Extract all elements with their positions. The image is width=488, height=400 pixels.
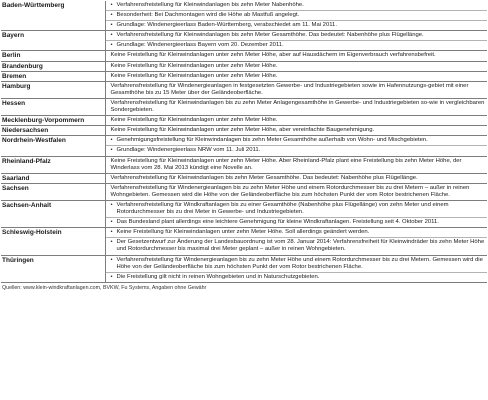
table-row xyxy=(1,81,487,98)
regulation-text: Verfahrensfreistellung für Kleinwindanlagen bis zu zehn Meter Anlagengesamthöhe in Gewerbe- und Industriegebieten so-wie in vergleichbaren Sondergebieten. xyxy=(110,99,485,114)
regulation-cell xyxy=(105,31,487,51)
table-row xyxy=(1,173,487,183)
regulation-bullet-item: • Grundlage: Windenergieerlass Bayern vom 20. Dezember 2011. xyxy=(106,41,488,50)
table-row xyxy=(1,71,487,81)
state-name: Thüringen xyxy=(1,255,105,282)
regulation-cell xyxy=(105,200,487,227)
state-name: Hamburg xyxy=(1,81,105,98)
regulation-bullet-item: • Grundlage: Windenergieerlass NRW vom 11. Juli 2011. xyxy=(106,146,488,155)
regulation-text: Keine Freistellung für Kleinwindanlagen unter zehn Meter Höhe. xyxy=(110,117,278,124)
regulation-bullet-item: • Grundlage: Windenergieerlass Baden-Württemberg, verabschiedet am 11. Mai 2011. xyxy=(106,21,488,30)
state-name: Berlin xyxy=(1,51,105,61)
table-body xyxy=(1,1,487,282)
state-name: Niedersachsen xyxy=(1,126,105,136)
regulation-bullet-item: • Keine Freistellung für Kleinwindanlagen unter zehn Meter Höhe. Soll allerdings geändert werden. xyxy=(106,228,488,238)
state-regulation-table xyxy=(1,1,487,283)
regulation-cell xyxy=(105,98,487,115)
state-name: Bayern xyxy=(1,31,105,51)
regulation-cell xyxy=(105,51,487,61)
source-footer: Quellen: www.klein-windkraftanlagen.com, BVKW, Fu Systems, Angaben ohne Gewähr xyxy=(2,284,207,291)
regulation-cell xyxy=(105,81,487,98)
state-name: Nordrhein-Westfalen xyxy=(1,136,105,156)
regulation-bullet-item: • Genehmigungsfreistellung für Kleinwindanlagen bis zehn Meter Gesamthöhe außerhalb von Wohn- und Mischgebieten. xyxy=(106,136,488,146)
table-row xyxy=(1,200,487,227)
regulation-bullet-item: • Verfahrensfreistellung für Kleinwindanlagen bis zehn Meter Gesamthöhe. Das bedeutet: Nabenhöhe plus Flügellänge. xyxy=(106,31,488,41)
regulation-bullet-item: • Verfahrensfreistellung für Kleinwindanlagen bis zehn Meter Nabenhöhe. xyxy=(106,1,488,11)
state-name: Bremen xyxy=(1,71,105,81)
regulation-text: Keine Freistellung für Kleinwindanlagen unter zehn Meter Höhe. Aber Rheinland-Pfalz plant eine Freistellung bis zehn Meter Höhe, der Winderlass vom 28. Mai 2013 kündigt eine Novelle an. xyxy=(110,157,462,171)
table-row xyxy=(1,136,487,156)
state-name: Sachsen-Anhalt xyxy=(1,200,105,227)
regulation-cell xyxy=(105,183,487,200)
regulation-text: Keine Freistellung für Kleinwindanlagen unter zehn Meter Höhe. xyxy=(110,72,278,79)
regulation-cell xyxy=(105,173,487,183)
regulation-cell xyxy=(105,61,487,71)
table-row xyxy=(1,31,487,51)
regulation-bullet-item: • Besonderheit: Bei Dachmontagen wird die Höhe ab Mastfuß angelegt. xyxy=(106,11,488,21)
table-row xyxy=(1,255,487,282)
regulation-text: Keine Freistellung für Kleinwindanlagen unter zehn Meter Höhe, aber auf Hausdächern im Eigenverbrauch verfahrensbefreit. xyxy=(110,52,436,59)
table-row xyxy=(1,156,487,173)
state-name: Baden-Württemberg xyxy=(1,1,105,31)
regulation-bullet-item: • Das Bundesland plant allerdings eine leichtere Genehmigung für kleine Windkraftanlagen. Freistellung seit 4. Oktober 2011. xyxy=(106,218,488,227)
regulation-bullet-item: • Verfahrensfreistellung für Windkraftanlagen bis zu einer Gesamthöhe (Nabenhöhe plus Flügellänge) von zehn Meter und einem Rotordurchmesser bis zu drei Meter in Gewerbe- und Industriegebieten. xyxy=(106,201,488,218)
regulation-cell xyxy=(105,228,487,255)
state-name: Saarland xyxy=(1,173,105,183)
regulation-text: Keine Freistellung für Kleinwindanlagen unter zehn Meter Höhe, aber vereinfachte Baugenehmigung. xyxy=(110,127,375,134)
regulation-bullet-item: • Die Freistellung gilt nicht in reinen Wohngebieten und in Naturschutzgebieten. xyxy=(106,273,488,282)
regulation-cell xyxy=(105,116,487,126)
regulation-bullet-item: • Verfahrensfreistellung für Windenergieanlagen bis zu zehn Meter Höhe und einem Rotordurchmesser bis zu drei Metern. Gemessen wird die Höhe von der Geländeoberfläche bis zum höchsten Punkt der vom Rotor bestrichenen Fläche. xyxy=(106,256,488,273)
state-name: Hessen xyxy=(1,98,105,115)
table-row xyxy=(1,61,487,71)
regulation-cell xyxy=(105,71,487,81)
regulation-bullet-item: • Der Gesetzentwurf zur Änderung der Landesbauordnung ist vom 28. Januar 2014: Verfahrensfreiheit für Kleinwindräder bis zehn Meter Höhe und Rotordurchmesser bis maximal drei Meter geplant – außer in reinen Wohngebieten. xyxy=(106,238,488,254)
table-row xyxy=(1,98,487,115)
table-row xyxy=(1,228,487,255)
regulation-text: Verfahrensfreistellung für Kleinwindanlagen bis zehn Meter Gesamthöhe. Das bedeutet: Nabenhöhe plus Flügellänge. xyxy=(110,174,418,181)
table-row xyxy=(1,116,487,126)
regulation-text: Verfahrensfreistellung für Windenergieanlagen in festgesetzten Gewerbe- und Industriegebieten sowie im Hafennutzungs-gebiet mit einer Gesamthöhe bis zu 15 Meter über der Geländeoberfläche. xyxy=(110,82,469,96)
table-row xyxy=(1,1,487,31)
regulation-text: Keine Freistellung für Kleinwindanlagen unter zehn Meter Höhe. xyxy=(110,62,278,69)
regulation-text: Verfahrensfreistellung für Windenergieanlagen bis zu zehn Meter Höhe und einem Rotordurchmesser bis zu drei Metern – außer in reinen Wohngebieten. Gemessen wird die Höhe von der Geländeoberfläche bis zum höchsten Punkt der vom Rotor bestrichenen Fläche. xyxy=(110,184,470,198)
table-row xyxy=(1,126,487,136)
state-name: Brandenburg xyxy=(1,61,105,71)
regulation-cell xyxy=(105,156,487,173)
regulation-cell xyxy=(105,126,487,136)
state-name: Rheinland-Pfalz xyxy=(1,156,105,173)
state-name: Sachsen xyxy=(1,183,105,200)
state-name: Mecklenburg-Vorpommern xyxy=(1,116,105,126)
regulation-cell xyxy=(105,255,487,282)
regulation-cell xyxy=(105,136,487,156)
state-name: Schleswig-Holstein xyxy=(1,228,105,255)
regulation-cell xyxy=(105,1,487,31)
table-row xyxy=(1,51,487,61)
table-row xyxy=(1,183,487,200)
